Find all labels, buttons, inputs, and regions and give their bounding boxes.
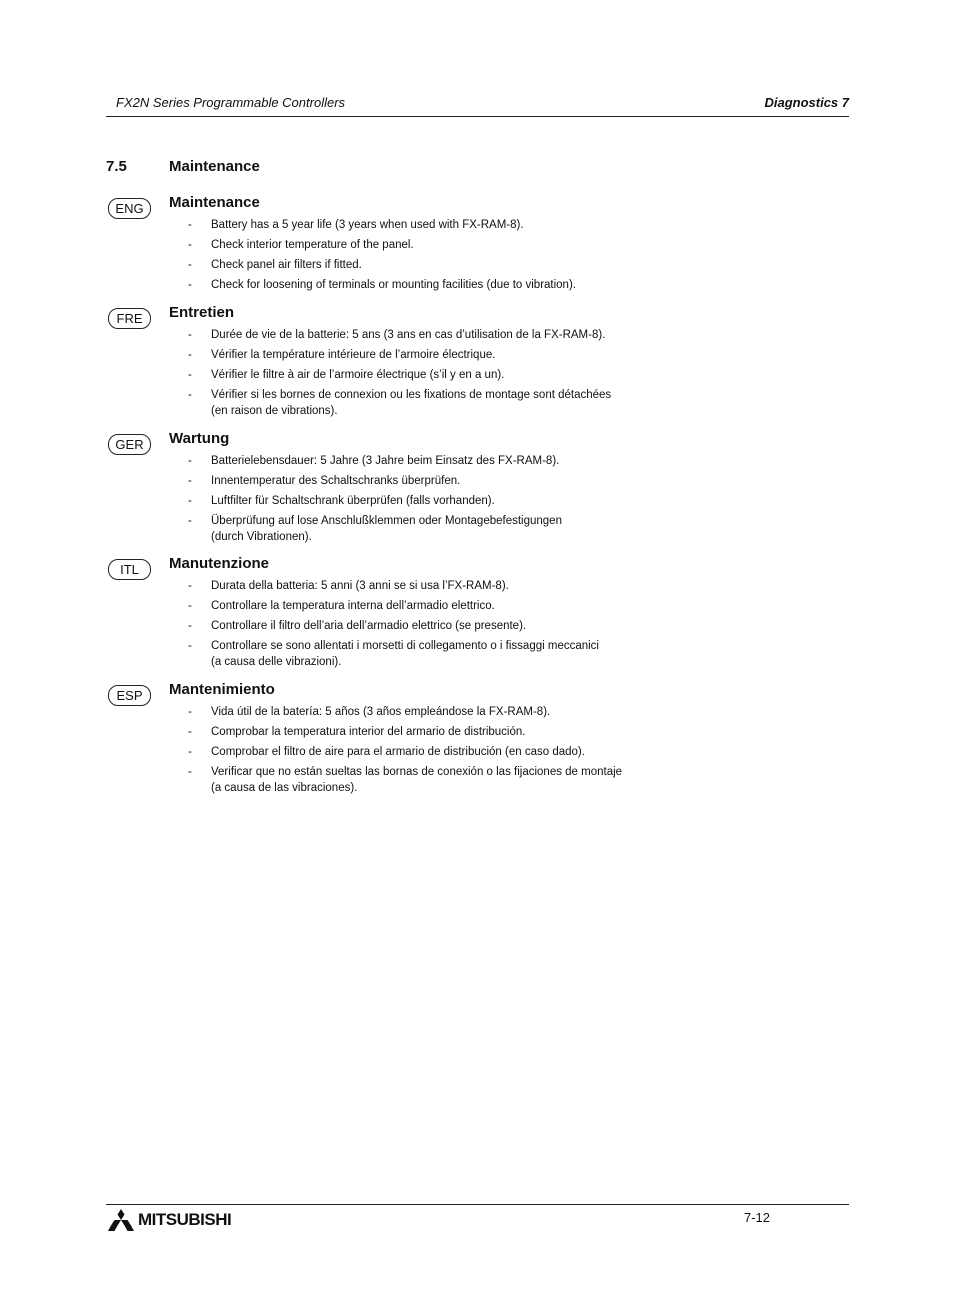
page-number: 7-12 xyxy=(744,1210,771,1225)
bullet-dash: - xyxy=(188,259,192,271)
list-item-text: (en raison de vibrations). xyxy=(211,405,338,417)
list-item-text: Vérifier la température intérieure de l’armoire électrique. xyxy=(211,349,496,361)
list-item xyxy=(188,618,688,634)
bullet-dash: - xyxy=(188,600,192,612)
running-header-title: FX2N Series Programmable Controllers xyxy=(116,95,346,110)
bullet-dash: - xyxy=(188,515,192,527)
bullet-dash: - xyxy=(188,219,192,231)
list-item xyxy=(188,704,688,720)
list-item xyxy=(188,744,688,760)
subsection-title: Maintenance xyxy=(169,194,260,211)
bullet-dash: - xyxy=(188,580,192,592)
section-number: 7.5 xyxy=(106,158,127,175)
list-item-text: Controllare se sono allentati i morsetti di collegamento o i fissaggi meccanici xyxy=(211,640,599,652)
list-item-text: Durée de vie de la batterie: 5 ans (3 ans en cas d’utilisation de la FX-RAM-8). xyxy=(211,329,606,341)
running-header-chapter: Diagnostics 7 xyxy=(764,95,849,110)
language-badge: ITL xyxy=(108,559,151,580)
language-badge: ESP xyxy=(108,685,151,706)
list-item-text: (a causa delle vibrazioni). xyxy=(211,656,342,668)
section-title: Maintenance xyxy=(169,158,260,175)
language-badge: ENG xyxy=(108,198,151,219)
list-item-text: Durata della batteria: 5 anni (3 anni se si usa l’FX-RAM-8). xyxy=(211,580,509,592)
list-item-text: Controllare la temperatura interna dell’armadio elettrico. xyxy=(211,600,495,612)
subsection-title: Mantenimiento xyxy=(169,681,275,698)
list-item-text: Comprobar la temperatura interior del armario de distribución. xyxy=(211,726,526,738)
header-divider xyxy=(106,116,849,117)
bullet-dash: - xyxy=(188,620,192,632)
list-item-text: Verificar que no están sueltas las bornas de conexión o las fijaciones de montaje xyxy=(211,766,623,778)
list-item-text: Vida útil de la batería: 5 años (3 años empleándose la FX-RAM-8). xyxy=(211,706,551,718)
bullet-dash: - xyxy=(188,726,192,738)
bullet-dash: - xyxy=(188,455,192,467)
list-item-text: Check interior temperature of the panel. xyxy=(211,239,414,251)
list-item-text: Vérifier le filtre à air de l’armoire électrique (s’il y en a un). xyxy=(211,369,505,381)
bullet-dash: - xyxy=(188,349,192,361)
bullet-dash: - xyxy=(188,746,192,758)
list-item xyxy=(188,367,688,383)
bullet-dash: - xyxy=(188,329,192,341)
bullet-dash: - xyxy=(188,640,192,652)
list-item xyxy=(188,598,688,614)
bullet-dash: - xyxy=(188,369,192,381)
list-item-text: Innentemperatur des Schaltschranks überprüfen. xyxy=(211,475,461,487)
language-badge: GER xyxy=(108,434,151,455)
list-item-text: Vérifier si les bornes de connexion ou les fixations de montage sont détachées xyxy=(211,389,612,401)
brand-name: MITSUBISHI xyxy=(138,1210,232,1229)
language-badge: FRE xyxy=(108,308,151,329)
list-item xyxy=(188,764,688,796)
bullet-dash: - xyxy=(188,279,192,291)
bullet-dash: - xyxy=(188,389,192,401)
list-item xyxy=(188,578,688,594)
list-item xyxy=(188,217,688,233)
three-diamonds-icon xyxy=(108,1209,134,1231)
list-item xyxy=(188,453,688,469)
list-item xyxy=(188,513,688,545)
list-item-text: Comprobar el filtro de aire para el armario de distribución (en caso dado). xyxy=(211,746,585,758)
bullet-dash: - xyxy=(188,495,192,507)
list-item xyxy=(188,724,688,740)
list-item xyxy=(188,257,688,273)
footer-divider xyxy=(106,1204,849,1205)
list-item-text: Batterielebensdauer: 5 Jahre (3 Jahre beim Einsatz des FX-RAM-8). xyxy=(211,455,560,467)
list-item xyxy=(188,638,688,670)
subsection-title: Manutenzione xyxy=(169,555,269,572)
maintenance-list xyxy=(188,217,688,297)
bullet-dash: - xyxy=(188,706,192,718)
bullet-dash: - xyxy=(188,239,192,251)
list-item-text: Check for loosening of terminals or mounting facilities (due to vibration). xyxy=(211,279,576,291)
list-item xyxy=(188,277,688,293)
list-item-text: (durch Vibrationen). xyxy=(211,531,312,543)
maintenance-list xyxy=(188,453,688,549)
list-item-text: Überprüfung auf lose Anschlußklemmen oder Montagebefestigungen xyxy=(211,515,562,527)
bullet-dash: - xyxy=(188,766,192,778)
mitsubishi-logo xyxy=(108,1208,231,1232)
list-item-text: Check panel air filters if fitted. xyxy=(211,259,362,271)
maintenance-list xyxy=(188,578,688,674)
maintenance-list xyxy=(188,704,688,800)
bullet-dash: - xyxy=(188,475,192,487)
list-item-text: (a causa de las vibraciones). xyxy=(211,782,358,794)
list-item xyxy=(188,493,688,509)
list-item-text: Battery has a 5 year life (3 years when used with FX-RAM-8). xyxy=(211,219,524,231)
list-item xyxy=(188,387,688,419)
list-item xyxy=(188,237,688,253)
list-item xyxy=(188,327,688,343)
maintenance-list xyxy=(188,327,688,423)
list-item-text: Luftfilter für Schaltschrank überprüfen (falls vorhanden). xyxy=(211,495,495,507)
subsection-title: Wartung xyxy=(169,430,230,447)
list-item xyxy=(188,347,688,363)
list-item xyxy=(188,473,688,489)
subsection-title: Entretien xyxy=(169,304,235,321)
list-item-text: Controllare il filtro dell’aria dell’armadio elettrico (se presente). xyxy=(211,620,527,632)
